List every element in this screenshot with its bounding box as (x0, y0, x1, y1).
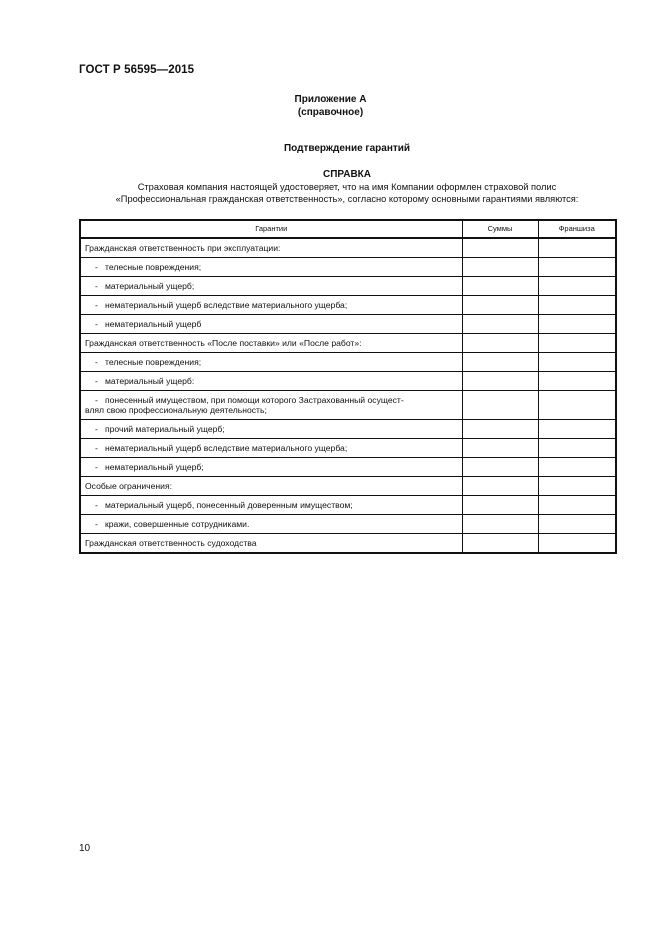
deductible-cell (538, 496, 616, 515)
guarantee-text: материальный ущерб, понесенный доверенным имуществом; (105, 500, 353, 510)
table-row (80, 258, 616, 277)
intro-paragraph (79, 181, 615, 205)
deductible-cell (538, 315, 616, 334)
sum-cell (462, 534, 538, 554)
guarantee-section-cell (80, 477, 462, 496)
standard-code: ГОСТ Р 56595—2015 (79, 64, 195, 76)
document-heading: СПРАВКА (323, 169, 371, 180)
guarantee-section-cell (80, 534, 462, 554)
guarantee-section-cell (80, 238, 462, 258)
guarantee-item-cell (80, 439, 462, 458)
sum-cell (462, 372, 538, 391)
guarantee-item-cell (80, 391, 462, 420)
table-row (80, 315, 616, 334)
list-marker: - (95, 462, 98, 472)
appendix-title: Приложение А (294, 94, 367, 105)
deductible-cell (538, 258, 616, 277)
deductible-cell (538, 296, 616, 315)
deductible-cell (538, 420, 616, 439)
list-marker: - (95, 281, 98, 291)
deductible-cell (538, 439, 616, 458)
intro-line: Страховая компания настоящей удостоверяет, что на имя Компании оформлен страховой полис (137, 182, 557, 192)
sum-cell (462, 258, 538, 277)
sum-cell (462, 496, 538, 515)
guarantee-item-cell (80, 496, 462, 515)
deductible-cell (538, 334, 616, 353)
deductible-cell (538, 391, 616, 420)
table-row (80, 458, 616, 477)
table-body (80, 238, 616, 553)
guarantee-text: телесные повреждения; (105, 262, 202, 272)
guarantee-item-cell (80, 277, 462, 296)
list-marker: - (95, 357, 98, 367)
sum-cell (462, 315, 538, 334)
table-row (80, 534, 616, 554)
column-header-sums: Суммы (462, 220, 538, 238)
guarantee-text: нематериальный ущерб; (105, 462, 204, 472)
guarantee-item-cell (80, 315, 462, 334)
deductible-cell (538, 477, 616, 496)
table-row (80, 391, 616, 420)
deductible-cell (538, 353, 616, 372)
guarantee-item-cell (80, 420, 462, 439)
table-row (80, 334, 616, 353)
table-row (80, 372, 616, 391)
table-row (80, 420, 616, 439)
guarantee-item-cell (80, 296, 462, 315)
guarantee-item-cell (80, 353, 462, 372)
guarantee-text: нематериальный ущерб вследствие материального ущерба; (105, 300, 348, 310)
guarantee-item-cell (80, 458, 462, 477)
list-marker: - (95, 443, 98, 453)
column-header-deductible: Франшиза (538, 220, 616, 238)
guarantee-text: прочий материальный ущерб; (105, 424, 225, 434)
guarantee-text: Гражданская ответственность при эксплуатации: (85, 243, 281, 253)
sum-cell (462, 439, 538, 458)
guarantee-text: понесенный имуществом, при помощи которого Застрахованный осущест- (105, 395, 404, 405)
list-marker: - (95, 319, 98, 329)
guarantee-text: материальный ущерб; (105, 281, 195, 291)
list-marker: - (95, 424, 98, 434)
table-header-row (80, 220, 616, 238)
sum-cell (462, 420, 538, 439)
guarantee-text: Гражданская ответственность «После поставки» или «После работ»: (85, 338, 362, 348)
sum-cell (462, 277, 538, 296)
guarantee-text: кражи, совершенные сотрудниками. (105, 519, 250, 529)
table-row (80, 296, 616, 315)
deductible-cell (538, 372, 616, 391)
table-row (80, 353, 616, 372)
sum-cell (462, 353, 538, 372)
guarantee-text: телесные повреждения; (105, 357, 202, 367)
guarantee-text: Гражданская ответственность судоходства (85, 538, 257, 548)
deductible-cell (538, 534, 616, 554)
guarantee-text: нематериальный ущерб вследствие материального ущерба; (105, 443, 348, 453)
guarantee-item-cell (80, 258, 462, 277)
sum-cell (462, 296, 538, 315)
table-row (80, 277, 616, 296)
guarantee-item-cell (80, 515, 462, 534)
guarantee-text-continued: влял свою профессиональную деятельность; (85, 405, 267, 415)
appendix-subtitle: (справочное) (297, 107, 364, 118)
guarantee-section-cell (80, 334, 462, 353)
sum-cell (462, 477, 538, 496)
list-marker: - (95, 500, 98, 510)
list-marker: - (95, 376, 98, 386)
table-row (80, 515, 616, 534)
list-marker: - (95, 395, 98, 405)
sum-cell (462, 238, 538, 258)
sum-cell (462, 334, 538, 353)
guarantee-text: Особые ограничения: (85, 481, 172, 491)
list-marker: - (95, 300, 98, 310)
list-marker: - (95, 519, 98, 529)
document-title: Подтверждение гарантий (283, 143, 411, 154)
guarantee-text: материальный ущерб: (105, 376, 195, 386)
table-row (80, 496, 616, 515)
list-marker: - (95, 262, 98, 272)
guarantee-item-cell (80, 372, 462, 391)
sum-cell (462, 515, 538, 534)
guarantees-table (79, 219, 617, 554)
table-row (80, 477, 616, 496)
deductible-cell (538, 458, 616, 477)
deductible-cell (538, 277, 616, 296)
sum-cell (462, 391, 538, 420)
intro-line: «Профессиональная гражданская ответственность», согласно которому основными гарантиями являются: (115, 194, 579, 204)
deductible-cell (538, 238, 616, 258)
table-row (80, 238, 616, 258)
table-row (80, 439, 616, 458)
guarantee-text: нематериальный ущерб (105, 319, 202, 329)
deductible-cell (538, 515, 616, 534)
sum-cell (462, 458, 538, 477)
column-header-guarantees: Гарантии (80, 220, 462, 238)
page-number: 10 (79, 843, 91, 854)
